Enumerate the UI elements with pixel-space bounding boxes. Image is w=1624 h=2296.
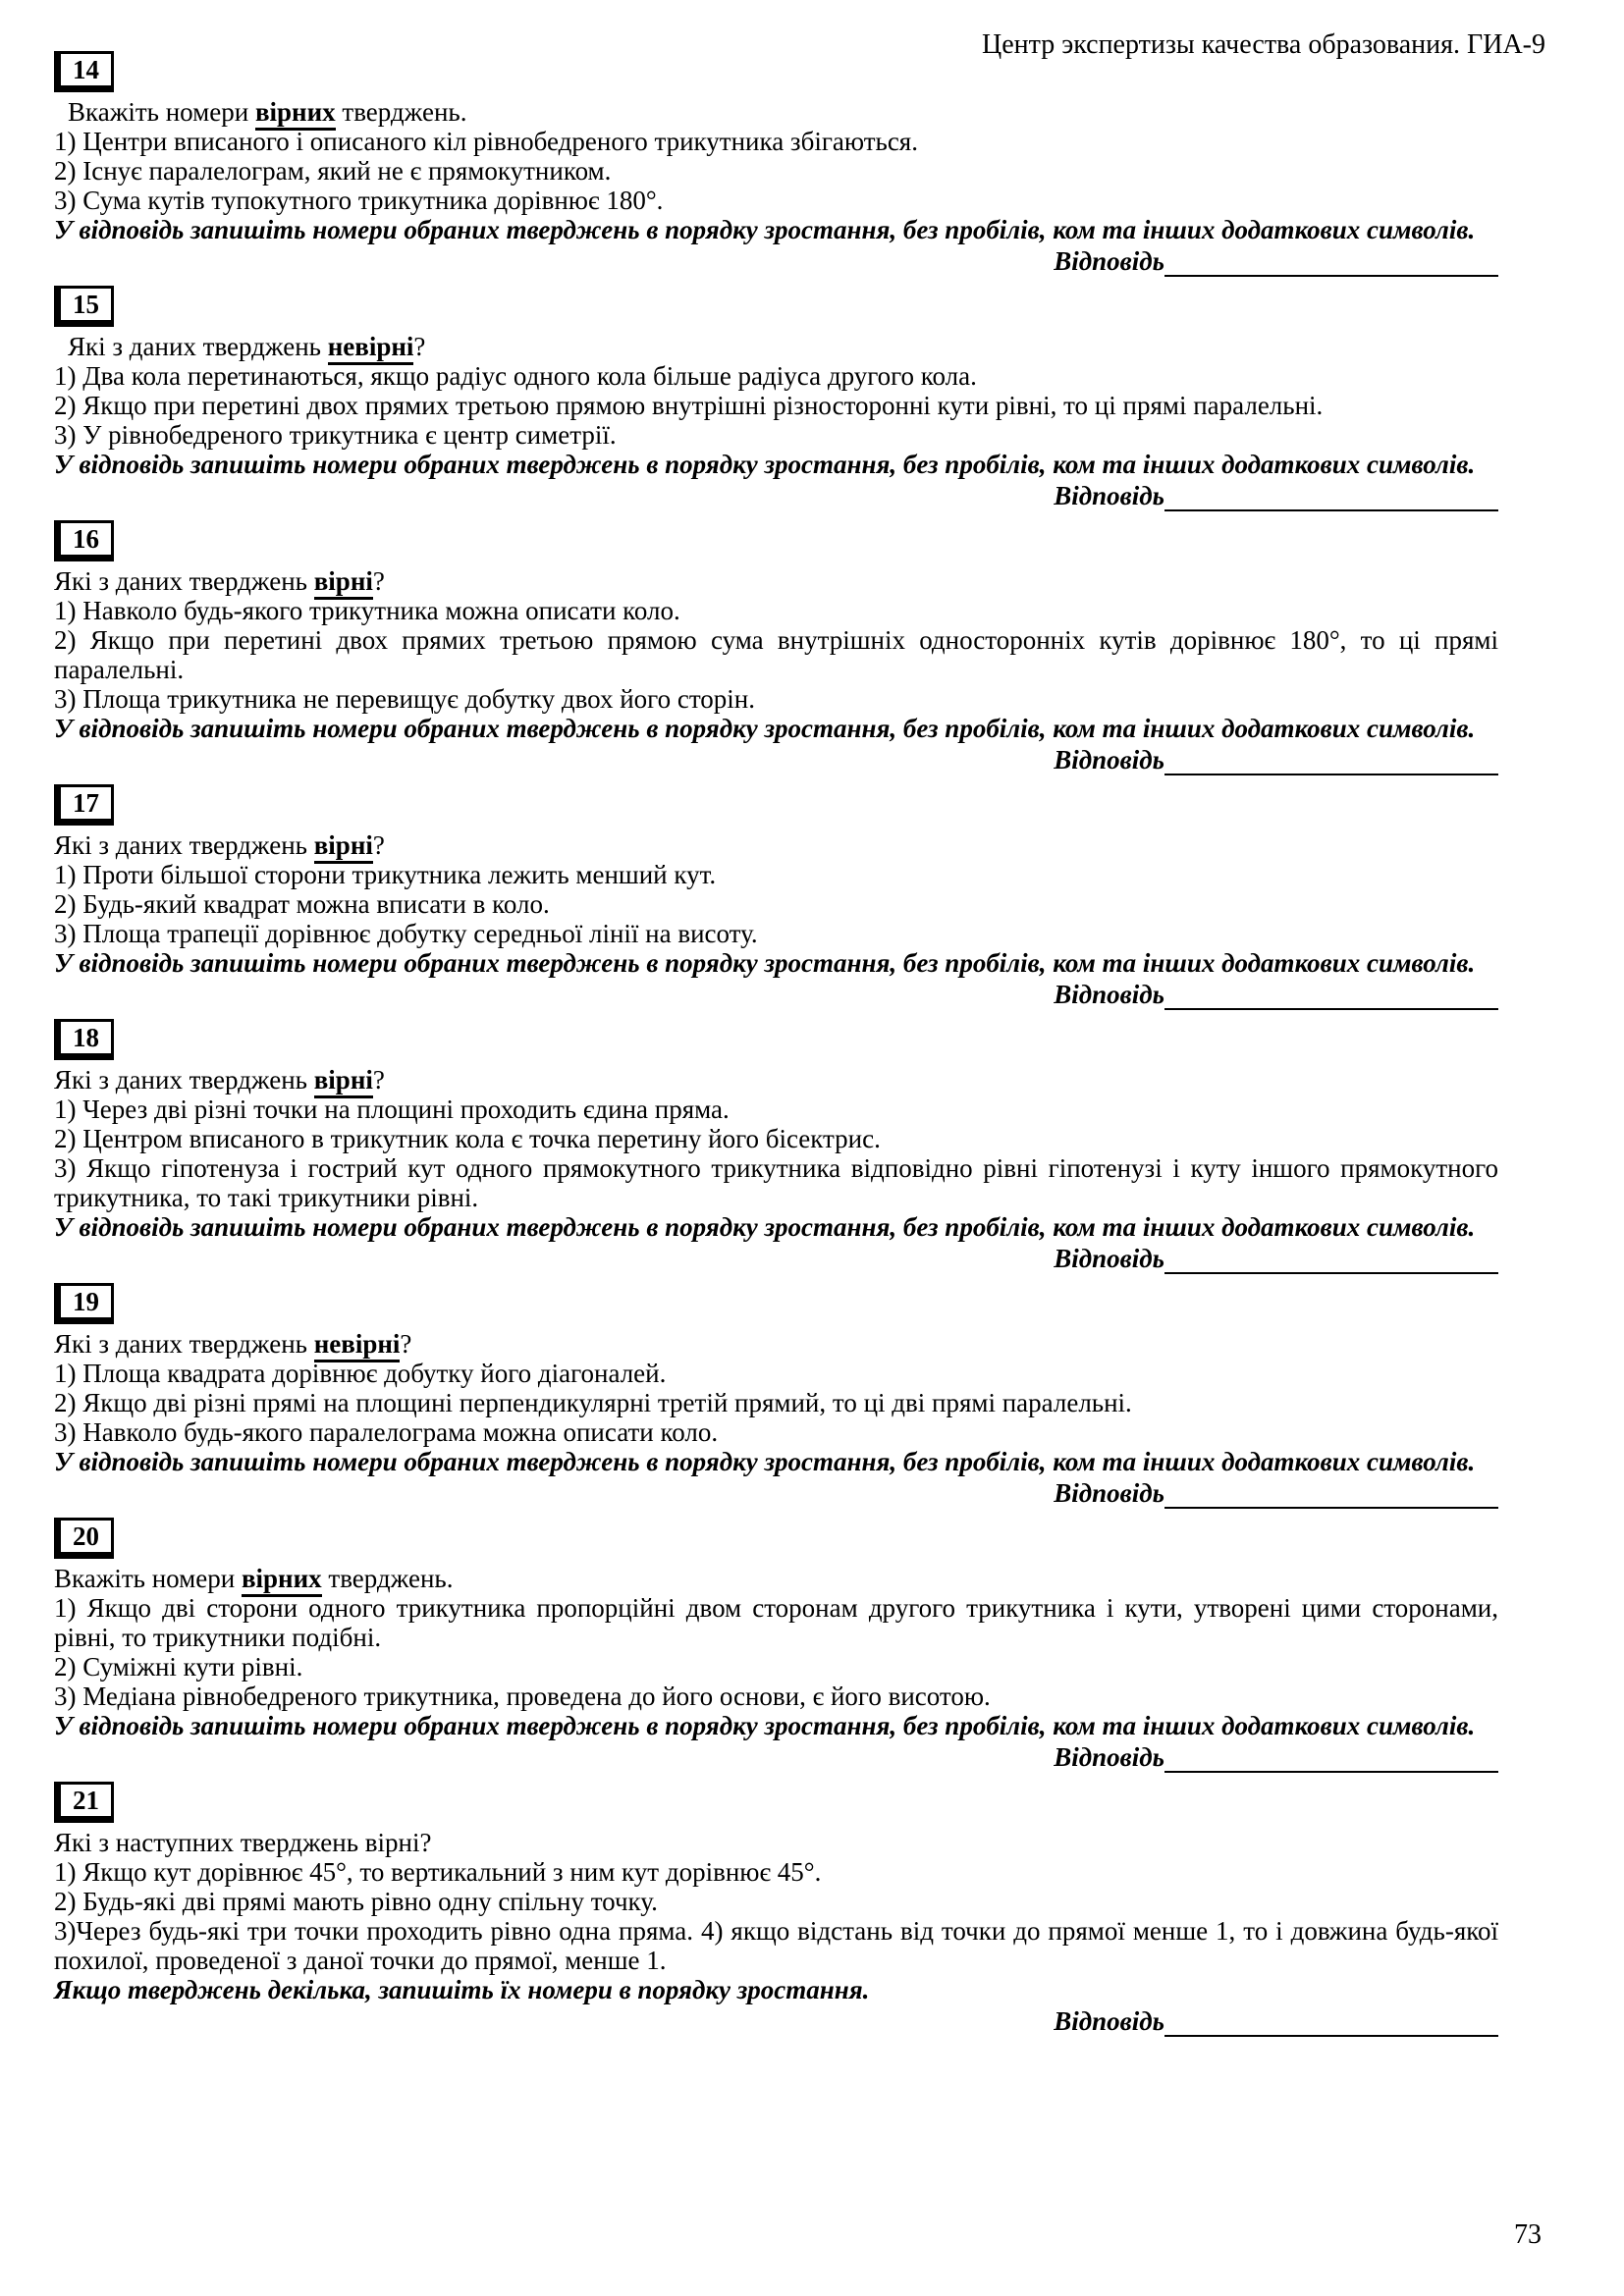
question-number-box bbox=[54, 51, 114, 92]
question-14 bbox=[54, 51, 1498, 276]
page-content bbox=[54, 51, 1498, 2046]
statement-2: 2) Будь-який квадрат можна вписати в коло. bbox=[54, 889, 550, 919]
prompt-text: ? bbox=[372, 1065, 385, 1095]
answer-row bbox=[54, 481, 1498, 510]
prompt-text: Вкажіть номери bbox=[54, 1564, 242, 1593]
statement-1: 1) Проти більшої сторони трикутника лежить менший кут. bbox=[54, 860, 717, 889]
question-number: 19 bbox=[73, 1287, 99, 1316]
statement-1: 1) Навколо будь-якого трикутника можна описати коло. bbox=[54, 596, 680, 625]
statement-1: 1) Якщо кут дорівнює 45°, то вертикальний з ним кут дорівнює 45°. bbox=[54, 1857, 822, 1887]
answer-instruction: У відповідь запишіть номери обраних тверджень в порядку зростання, без пробілів, ком та інших додаткових символів. bbox=[54, 1447, 1476, 1476]
question-prompt bbox=[54, 1828, 1498, 1857]
answer-instruction: У відповідь запишіть номери обраних тверджень в порядку зростання, без пробілів, ком та інших додаткових символів. bbox=[54, 450, 1476, 479]
statement-1: 1) Через дві різні точки на площині проходить єдина пряма. bbox=[54, 1095, 730, 1124]
question-17 bbox=[54, 784, 1498, 1009]
answer-blank-line bbox=[1164, 747, 1498, 775]
answer-row bbox=[54, 2006, 1498, 2036]
prompt-text: Які з наступних тверджень вірні? bbox=[54, 1828, 432, 1857]
answer-row bbox=[54, 745, 1498, 774]
question-15 bbox=[54, 286, 1498, 510]
question-prompt bbox=[54, 332, 1498, 361]
question-number: 14 bbox=[73, 55, 99, 84]
question-number-box bbox=[54, 1283, 114, 1324]
prompt-text: ? bbox=[413, 332, 426, 361]
question-number: 21 bbox=[73, 1786, 99, 1815]
statement-2: 2) Якщо при перетині двох прямих третьою прямою сума внутрішніх односторонніх кутів дорівнює 180°, то ці прямі паралельні. bbox=[54, 625, 1498, 684]
question-16 bbox=[54, 520, 1498, 774]
question-number: 17 bbox=[73, 788, 99, 818]
answer-row bbox=[54, 1742, 1498, 1772]
answer-label: Відповідь bbox=[1054, 2006, 1164, 2036]
statement-2: 2) Суміжні кути рівні. bbox=[54, 1652, 303, 1682]
answer-blank-line bbox=[1164, 1744, 1498, 1773]
answer-row bbox=[54, 1478, 1498, 1508]
prompt-emphasis: невірні bbox=[314, 1329, 401, 1362]
statement-3: 3) У рівнобедреного трикутника є центр симетрії. bbox=[54, 420, 617, 450]
answer-blank-line bbox=[1164, 248, 1498, 277]
question-prompt bbox=[54, 830, 1498, 860]
answer-label: Відповідь bbox=[1054, 1244, 1164, 1273]
answer-instruction: У відповідь запишіть номери обраних тверджень в порядку зростання, без пробілів, ком та інших додаткових символів. bbox=[54, 1711, 1476, 1740]
answer-blank-line bbox=[1164, 982, 1498, 1010]
statement-2: 2) Існує паралелограм, який не є прямокутником. bbox=[54, 156, 612, 186]
answer-row bbox=[54, 246, 1498, 276]
answer-blank-line bbox=[1164, 1246, 1498, 1274]
answer-blank-line bbox=[1164, 483, 1498, 511]
answer-instruction: Якщо тверджень декілька, запишіть їх номери в порядку зростання. bbox=[54, 1975, 870, 2004]
prompt-text: ? bbox=[372, 566, 385, 596]
prompt-text: тверджень. bbox=[335, 97, 467, 127]
question-number: 16 bbox=[73, 524, 99, 554]
answer-label: Відповідь bbox=[1054, 481, 1164, 510]
prompt-text: Які з даних тверджень bbox=[54, 830, 314, 860]
statement-1: 1) Якщо дві сторони одного трикутника пропорційні двом сторонам другого трикутника і кути, утворені цими сторонами, рівні, то трикутники подібні. bbox=[54, 1593, 1498, 1652]
prompt-text: ? bbox=[372, 830, 385, 860]
answer-instruction: У відповідь запишіть номери обраних тверджень в порядку зростання, без пробілів, ком та інших додаткових символів. bbox=[54, 948, 1476, 978]
answer-row bbox=[54, 1244, 1498, 1273]
statement-1: 1) Площа квадрата дорівнює добутку його діагоналей. bbox=[54, 1359, 667, 1388]
statement-3: 3) Якщо гіпотенуза і гострий кут одного прямокутного трикутника відповідно рівні гіпотенузі і куту іншого прямокутного трикутника, то такі трикутники рівні. bbox=[54, 1153, 1498, 1212]
question-21 bbox=[54, 1782, 1498, 2036]
question-number-box bbox=[54, 1782, 114, 1823]
question-prompt bbox=[54, 97, 1498, 127]
statement-3: 3) Площа трапеції дорівнює добутку середньої лінії на висоту. bbox=[54, 919, 758, 948]
statement-3: 3) Площа трикутника не перевищує добутку двох його сторін. bbox=[54, 684, 755, 714]
prompt-emphasis: вірні bbox=[314, 566, 373, 600]
prompt-emphasis: вірних bbox=[242, 1564, 322, 1597]
statement-1: 1) Два кола перетинаються, якщо радіус одного кола більше радіуса другого кола. bbox=[54, 361, 977, 391]
prompt-emphasis: вірні bbox=[314, 830, 373, 864]
prompt-text: Які з даних тверджень bbox=[54, 566, 314, 596]
question-number: 18 bbox=[73, 1023, 99, 1052]
answer-label: Відповідь bbox=[1054, 1742, 1164, 1772]
question-number-box bbox=[54, 784, 114, 826]
prompt-emphasis: невірні bbox=[328, 332, 414, 365]
answer-blank-line bbox=[1164, 1480, 1498, 1509]
question-20 bbox=[54, 1518, 1498, 1772]
question-number: 20 bbox=[73, 1522, 99, 1551]
answer-label: Відповідь bbox=[1054, 246, 1164, 276]
question-number-box bbox=[54, 1518, 114, 1559]
statement-3: 3)Через будь-які три точки проходить рівно одна пряма. 4) якщо відстань від точки до прямої менше 1, то і довжина будь-якої похилої, проведеної з даної точки до прямої, менше 1. bbox=[54, 1916, 1498, 1975]
question-prompt bbox=[54, 1564, 1498, 1593]
question-number: 15 bbox=[73, 290, 99, 319]
prompt-emphasis: вірні bbox=[314, 1065, 373, 1098]
question-prompt bbox=[54, 1329, 1498, 1359]
question-number-box bbox=[54, 520, 114, 561]
answer-instruction: У відповідь запишіть номери обраних тверджень в порядку зростання, без пробілів, ком та інших додаткових символів. bbox=[54, 714, 1476, 743]
answer-label: Відповідь bbox=[1054, 1478, 1164, 1508]
prompt-emphasis: вірних bbox=[255, 97, 336, 131]
answer-row bbox=[54, 980, 1498, 1009]
question-19 bbox=[54, 1283, 1498, 1508]
question-prompt bbox=[54, 566, 1498, 596]
answer-label: Відповідь bbox=[1054, 980, 1164, 1009]
prompt-text: тверджень. bbox=[321, 1564, 454, 1593]
answer-instruction: У відповідь запишіть номери обраних тверджень в порядку зростання, без пробілів, ком та інших додаткових символів. bbox=[54, 215, 1476, 244]
answer-instruction: У відповідь запишіть номери обраних тверджень в порядку зростання, без пробілів, ком та інших додаткових символів. bbox=[54, 1212, 1476, 1242]
statement-2: 2) Якщо дві різні прямі на площині перпендикулярні третій прямий, то ці дві прямі паралельні. bbox=[54, 1388, 1132, 1417]
prompt-text: Які з даних тверджень bbox=[54, 1065, 314, 1095]
page-header: Центр экспертизы качества образования. ГИА-9 bbox=[982, 29, 1545, 60]
prompt-text: Які з даних тверджень bbox=[54, 1329, 314, 1359]
answer-label: Відповідь bbox=[1054, 745, 1164, 774]
page-number: 73 bbox=[1514, 2219, 1542, 2250]
prompt-text: Вкажіть номери bbox=[68, 97, 255, 127]
answer-blank-line bbox=[1164, 2008, 1498, 2037]
statement-3: 3) Медіана рівнобедреного трикутника, проведена до його основи, є його висотою. bbox=[54, 1682, 991, 1711]
statement-2: 2) Будь-які дві прямі мають рівно одну спільну точку. bbox=[54, 1887, 658, 1916]
statement-3: 3) Сума кутів тупокутного трикутника дорівнює 180°. bbox=[54, 186, 664, 215]
question-18 bbox=[54, 1019, 1498, 1273]
prompt-text: Які з даних тверджень bbox=[68, 332, 328, 361]
question-number-box bbox=[54, 1019, 114, 1060]
question-prompt bbox=[54, 1065, 1498, 1095]
statement-3: 3) Навколо будь-якого паралелограма можна описати коло. bbox=[54, 1417, 719, 1447]
prompt-text: ? bbox=[400, 1329, 412, 1359]
statement-2: 2) Якщо при перетині двох прямих третьою прямою внутрішні різносторонні кути рівні, то ці прямі паралельні. bbox=[54, 391, 1324, 420]
question-number-box bbox=[54, 286, 114, 327]
statement-2: 2) Центром вписаного в трикутник кола є точка перетину його бісектрис. bbox=[54, 1124, 881, 1153]
statement-1: 1) Центри вписаного і описаного кіл рівнобедреного трикутника збігаються. bbox=[54, 127, 918, 156]
